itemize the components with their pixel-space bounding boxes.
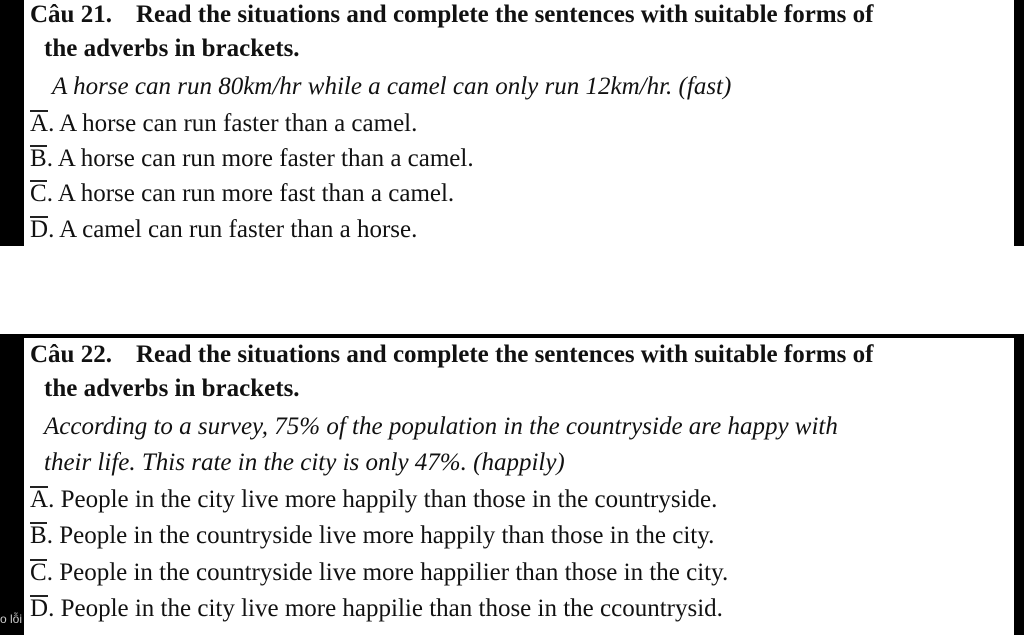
q21-option-d[interactable] <box>30 215 417 245</box>
q22-option-c-text: . People in the countryside live more happilier than those in the city. <box>46 559 729 586</box>
question-21-block <box>0 0 1024 246</box>
question-22-panel <box>24 338 1014 635</box>
q21-situation: A horse can run 80km/hr while a camel can only run 12km/hr. (fast) <box>52 73 732 100</box>
q22-option-b-text: . People in the countryside live more happily than those in the city. <box>46 522 715 549</box>
question-22-block <box>0 334 1024 635</box>
q21-heading-line1 <box>30 0 873 30</box>
q22-option-c-letter: C <box>30 559 47 586</box>
q22-instruction-line1: Read the situations and complete the sentences with suitable forms of <box>135 341 874 368</box>
q21-option-b-letter: B <box>30 145 47 172</box>
q21-option-c[interactable] <box>30 179 454 209</box>
q22-heading-line1 <box>30 340 873 370</box>
q22-option-d-text: . People in the city live more happilie than those in the ccountrysid. <box>48 595 723 622</box>
q22-option-a-letter: A <box>30 486 49 513</box>
overlay-caption-fragment: o lỗi <box>0 612 23 626</box>
q21-option-d-letter: D <box>30 216 49 243</box>
q22-option-d[interactable] <box>30 594 723 624</box>
q21-option-a-text: . A horse can run faster than a camel. <box>48 110 418 137</box>
q22-option-b[interactable] <box>30 521 714 551</box>
q22-option-c[interactable] <box>30 558 728 588</box>
q21-option-a[interactable] <box>30 109 417 139</box>
q21-option-c-text: . A horse can run more fast than a camel. <box>46 180 455 207</box>
q21-option-a-letter: A <box>30 110 49 137</box>
q22-instruction-line2: the adverbs in brackets. <box>44 375 300 402</box>
q22-number: Câu 22. <box>30 341 112 368</box>
q21-instruction-line1: Read the situations and complete the sentences with suitable forms of <box>135 1 874 28</box>
q21-instruction-line2: the adverbs in brackets. <box>44 35 300 62</box>
q21-number: Câu 21. <box>30 1 112 28</box>
q22-situation-line1: According to a survey, 75% of the population in the countryside are happy with <box>44 413 838 440</box>
q22-option-b-letter: B <box>30 522 47 549</box>
q22-option-d-letter: D <box>30 595 49 622</box>
q21-option-b[interactable] <box>30 144 474 174</box>
q22-situation-line2: their life. This rate in the city is only 47%. (happily) <box>44 449 565 476</box>
q21-option-c-letter: C <box>30 180 47 207</box>
q22-option-a-text: . People in the city live more happily than those in the countryside. <box>48 486 718 513</box>
q22-option-a[interactable] <box>30 485 717 515</box>
q21-option-b-text: . A horse can run more faster than a camel. <box>46 145 474 172</box>
q21-option-d-text: . A camel can run faster than a horse. <box>48 216 418 243</box>
question-21-panel <box>24 0 1014 246</box>
